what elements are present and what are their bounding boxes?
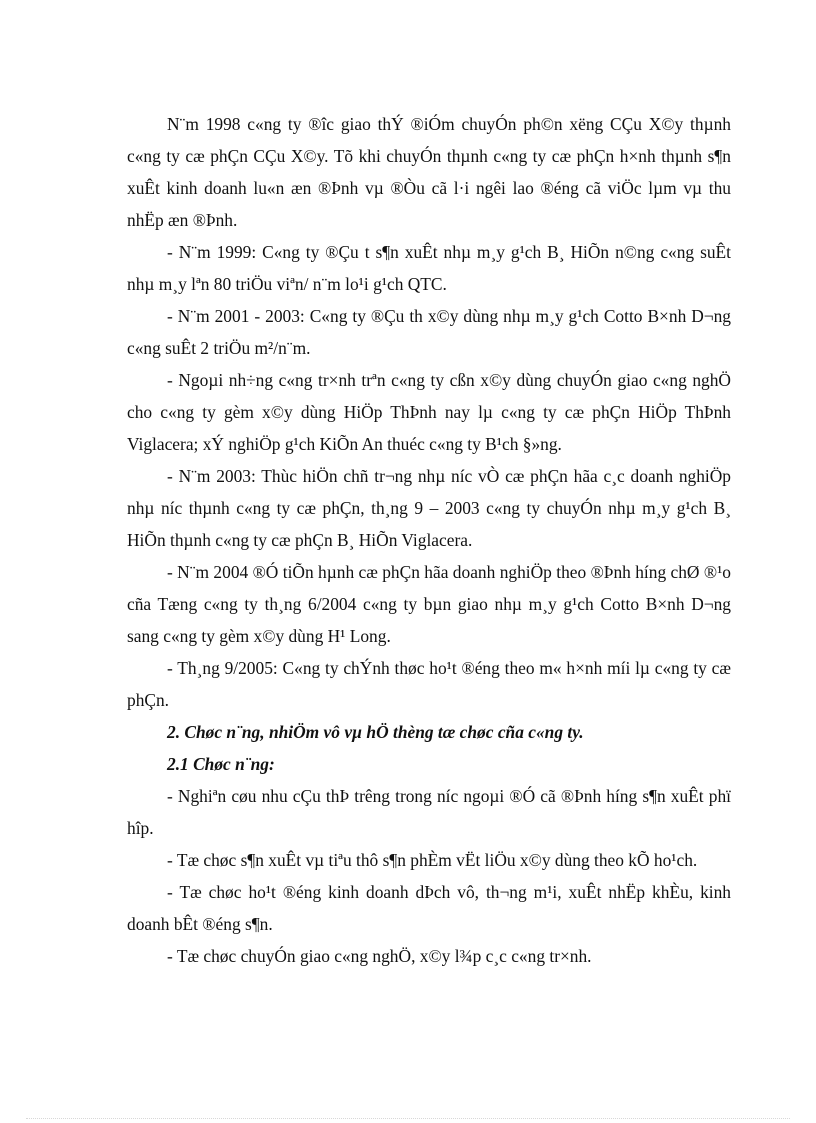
- section-heading: 2. Chøc n¨ng, nhiÖm vô vµ hÖ thèng tæ chøc cña c«ng ty.: [167, 722, 584, 742]
- page-bottom-divider: [26, 1118, 790, 1119]
- paragraph-2003: - N¨m 2003: Thùc hiÖn chñ tr¬ng nhµ níc vÒ cæ phÇn hãa c¸c doanh nghiÖp nhµ níc thµnh c«ng ty cæ phÇn, th¸ng 9 – 2003 c«ng ty chuyÓn nhµ m¸y g¹ch B¸ HiÕn thµnh c«ng ty cæ phÇn B¸ HiÕn Viglacera.: [127, 466, 731, 550]
- paragraph-1999: - N¨m 1999: C«ng ty ®Çu t s¶n xuÊt nhµ m¸y g¹ch B¸ HiÕn n©ng c«ng suÊt nhµ m¸y lªn 80 triÖu viªn/ n¨m lo¹i g¹ch QTC.: [127, 242, 731, 294]
- paragraph-history-1998: N¨m 1998 c«ng ty ®îc giao thÝ ®iÓm chuyÓn ph©n xëng CÇu X©y thµnh c«ng ty cæ phÇn CÇu X©y. Tõ khi chuyÓn thµnh c«ng ty cæ phÇn h×nh thµnh s¶n xuÊt kinh doanh lu«n æn ®Þnh vµ ®Òu cã l·i ngêi lao ®éng cã viÖc lµm vµ thu nhËp æn ®Þnh.: [127, 114, 731, 230]
- function-item: - Tæ chøc chuyÓn giao c«ng nghÖ, x©y l¾p c¸c c«ng tr×nh.: [167, 946, 592, 966]
- paragraph-2004: - N¨m 2004 ®Ó tiÕn hµnh cæ phÇn hãa doanh nghiÖp theo ®Þnh híng chØ ®¹o cña Tæng c«ng ty th¸ng 6/2004 c«ng ty bµn giao nhµ m¸y g¹ch Cotto B×nh D¬ng sang c«ng ty gèm x©y dùng H¹ Long.: [127, 562, 731, 646]
- paragraph-2005: - Th¸ng 9/2005: C«ng ty chÝnh thøc ho¹t ®éng theo m« h×nh míi lµ c«ng ty cæ phÇn.: [127, 658, 731, 710]
- function-item: - Nghiªn cøu nhu cÇu thÞ trêng trong níc ngoµi ®Ó cã ®Þnh híng s¶n xuÊt phï hîp.: [127, 786, 731, 838]
- subsection-heading: 2.1 Chøc n¨ng:: [167, 754, 275, 774]
- paragraph-other-projects: - Ngoµi nh÷ng c«ng tr×nh trªn c«ng ty cßn x©y dùng chuyÓn giao c«ng nghÖ cho c«ng ty gèm x©y dùng HiÖp ThÞnh nay lµ c«ng ty cæ phÇn HiÖp ThÞnh Viglacera; xÝ nghiÖp g¹ch KiÕn An thuéc c«ng ty B¹ch §»ng.: [127, 370, 731, 454]
- document-page: [127, 108, 731, 972]
- function-item: - Tæ chøc ho¹t ®éng kinh doanh dÞch vô, th¬ng m¹i, xuÊt nhËp khÈu, kinh doanh bÊt ®éng s¶n.: [127, 882, 731, 934]
- function-item: - Tæ chøc s¶n xuÊt vµ tiªu thô s¶n phÈm vËt liÖu x©y dùng theo kÕ ho¹ch.: [167, 850, 698, 870]
- paragraph-2001-2003: - N¨m 2001 - 2003: C«ng ty ®Çu th x©y dùng nhµ m¸y g¹ch Cotto B×nh D¬ng c«ng suÊt 2 triÖu m²/n¨m.: [127, 306, 731, 358]
